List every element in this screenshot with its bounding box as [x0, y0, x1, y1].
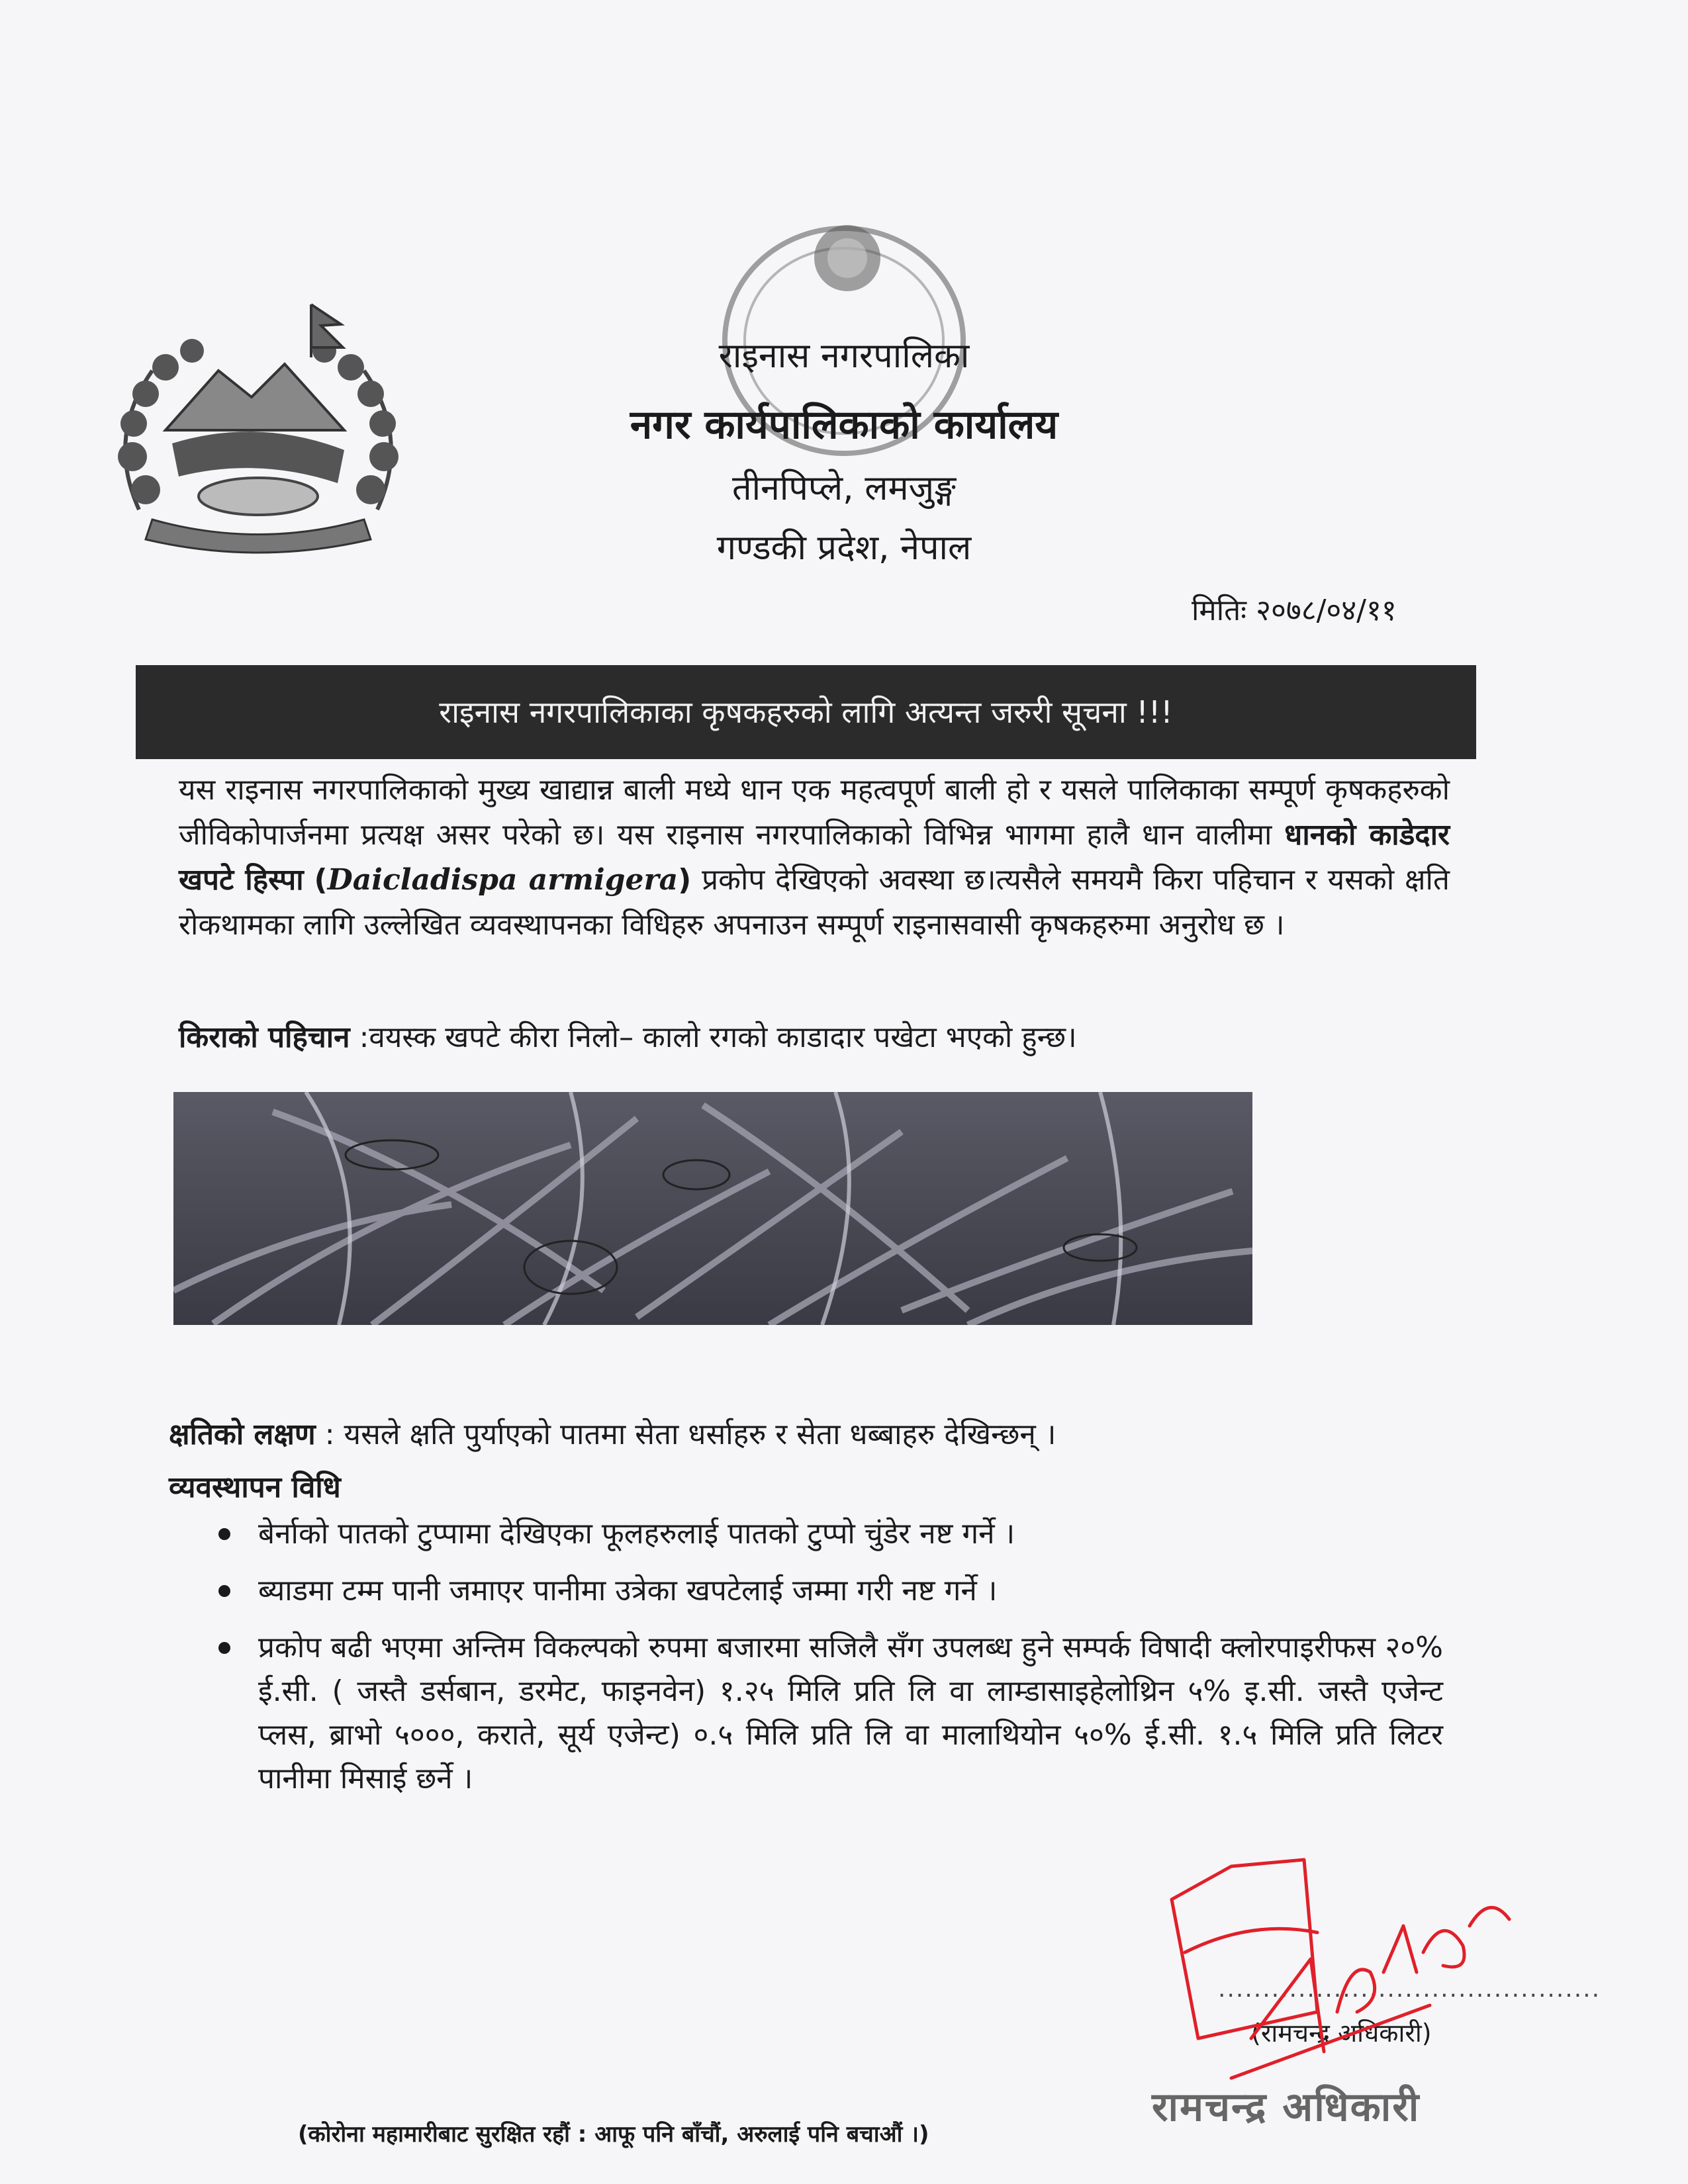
list-item: प्रकोप बढी भएमा अन्तिम विकल्पको रुपमा बजारमा सजिलै सँग उपलब्ध हुने सम्पर्क विषादी क्लोरपाइरीफस २०% ई.सी. ( जस्तै डर्सबान, डरमेट, फाइनवेन) १.२५ मिलि प्रति लि वा लाम्डासाइहेलोथ्रिन ५% इ.सी. जस्तै एजेन्ट प्लस, ब्राभो ५०००, कराते, सूर्य एजेन्ट) ०.५ मिलि प्रति लि वा मालाथियोन ५०% ई.सी. १.५ मिलि प्रति लिटर पानीमा मिसाई छर्ने । [205, 1626, 1443, 1801]
pest-scientific-name: Daicladispa armigera [327, 863, 679, 897]
rice-field-photo [173, 1092, 1252, 1325]
identification-line [179, 1016, 1450, 1056]
date-line [1192, 589, 1397, 629]
office-name: नगर कार्यपालिकाको कार्यालय [630, 402, 1058, 448]
notice-title-banner: राइनास नगरपालिकाका कृषकहरुको लागि अत्यन्त जरुरी सूचना !!! [136, 665, 1476, 759]
damage-symptom-line [169, 1413, 1493, 1453]
management-list [205, 1512, 1443, 1814]
symptom-text: : यसले क्षति पुर्याएको पातमा सेता धर्साहरु र सेता धब्बाहरु देखिन्छन् । [324, 1418, 1056, 1451]
municipality-name: राइनास नगरपालिका [718, 336, 970, 376]
intro-part2: प्रकोप देखिएको अवस्था छ।त्यसैले समयमै किरा पहिचान र यसको क्षति रोकथामका लागि उल्लेखित व्यवस्थापनका विधिहरु अपनाउन सम्पूर्ण राइनासवासी कृषकहरुमा अनुरोध छ । [179, 863, 1450, 942]
list-item: ब्याडमा टम्म पानी जमाएर पानीमा उत्रेका खपटेलाई जम्मा गरी नष्ट गर्ने । [205, 1569, 1443, 1613]
province-country: गण्डकी प्रदेश, नेपाल [716, 528, 972, 568]
identification-label: किराको पहिचान [179, 1021, 350, 1054]
footer-message: (कोरोना महामारीबाट सुरक्षित रहौं : आफू पनि बाँचौं, अरुलाई पनि बचाऔं ।) [298, 2121, 929, 2148]
date-label: मितिः [1192, 594, 1247, 627]
pest-local-name: धानको काडेदार खपटे हिस्पा [179, 818, 1450, 897]
intro-part1: यस राइनास नगरपालिकाको मुख्य खाद्यान्न बाली मध्ये धान एक महत्वपूर्ण बाली हो र यसले पालिकाका सम्पूर्ण कृषकहरुको जीविकोपार्जनमा प्रत्यक्ष असर परेको छ। यस राइनास नगरपालिकाको विभिन्न भागमा हालै धान वालीमा [179, 773, 1450, 852]
signer-stamp-name: रामचन्द्र अधिकारी [1152, 2084, 1421, 2130]
signature-line: ........................................... [1218, 1976, 1601, 2003]
symptom-label: क्षतिको लक्षण [169, 1418, 316, 1451]
signer-name: (रामचन्द्र अधिकारी) [1251, 2019, 1432, 2048]
office-location: तीनपिप्ले, लमजुङ्ग [731, 469, 957, 508]
identification-text: :वयस्क खपटे कीरा निलो– कालो रगको काडादार पखेटा भएको हुन्छ। [359, 1021, 1077, 1054]
intro-paragraph: यस राइनास नगरपालिकाको मुख्य खाद्यान्न बाली मध्ये धान एक महत्वपूर्ण बाली हो र यसले पालिकाका सम्पूर्ण कृषकहरुको जीविकोपार्जनमा प्रत्यक्ष असर परेको छ। यस राइनास नगरपालिकाको विभिन्न भागमा हालै धान वालीमा धानको काडेदार खपटे हिस्पा (Daicladispa armigera) प्रकोप देखिएको अवस्था छ।त्यसैले समयमै किरा पहिचान र यसको क्षति रोकथामका लागि उल्लेखित व्यवस्थापनका विधिहरु अपनाउन सम्पूर्ण राइनासवासी कृषकहरुमा अनुरोध छ । [179, 773, 1450, 942]
handwritten-signature [1152, 1840, 1523, 2091]
date-value: २०७८/०४/११ [1256, 594, 1397, 627]
list-item: बेर्नाको पातको टुप्पामा देखिएका फूलहरुलाई पातको टुप्पो चुंडेर नष्ट गर्ने । [205, 1512, 1443, 1556]
management-title: व्यवस्थापन विधि [169, 1471, 341, 1504]
